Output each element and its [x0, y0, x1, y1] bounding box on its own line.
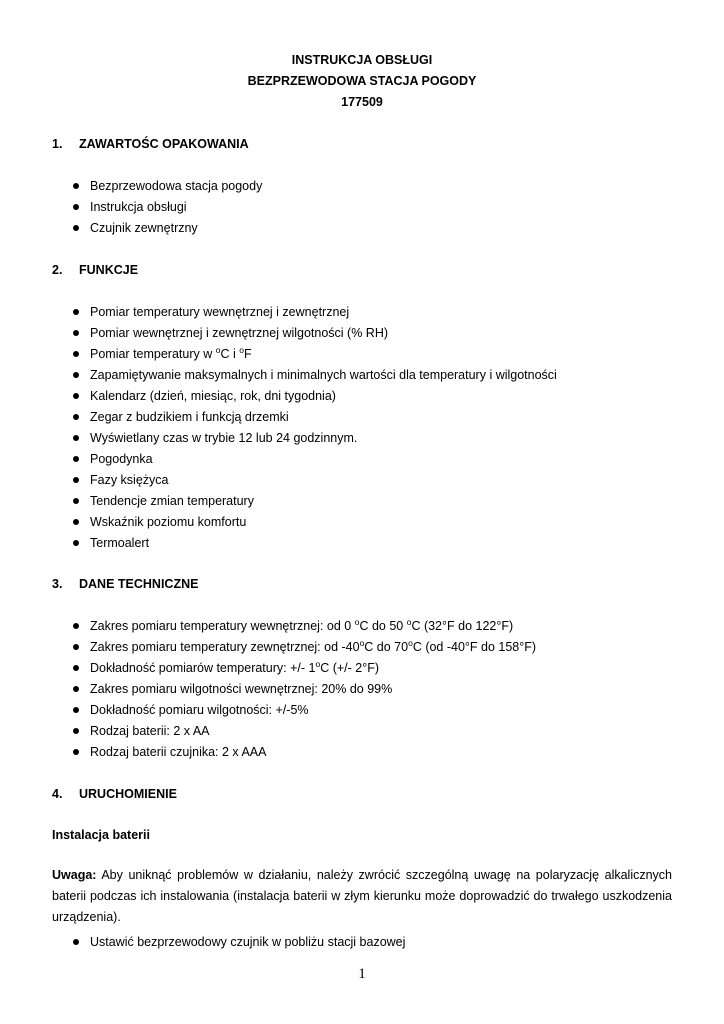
list-item: Zakres pomiaru wilgotności wewnętrznej: 20% do 99% [73, 681, 392, 697]
bullet-icon [73, 498, 79, 504]
bullet-icon [73, 644, 79, 650]
list-item: Rodzaj baterii: 2 x AA [73, 723, 210, 739]
list-item: Instrukcja obsługi [73, 199, 187, 215]
bullet-icon [73, 519, 79, 525]
list-item: Wyświetlany czas w trybie 12 lub 24 godzinnym. [73, 430, 357, 446]
bullet-icon [73, 393, 79, 399]
bullet-icon [73, 707, 79, 713]
list-item: Pomiar wewnętrznej i zewnętrznej wilgotności (% RH) [73, 325, 388, 341]
bullet-icon [73, 540, 79, 546]
bullet-icon [73, 623, 79, 629]
section-title: URUCHOMIENIE [79, 787, 177, 801]
bullet-icon [73, 414, 79, 420]
bullet-icon [73, 330, 79, 336]
section-2-heading [52, 262, 138, 278]
doc-title-line3: 177509 [341, 95, 383, 109]
list-item: Pomiar temperatury wewnętrznej i zewnętrznej [73, 304, 349, 320]
bullet-icon [73, 351, 79, 357]
bullet-icon [73, 309, 79, 315]
bullet-icon [73, 435, 79, 441]
list-item: Fazy księżyca [73, 472, 169, 488]
bullet-icon [73, 183, 79, 189]
bullet-icon [73, 686, 79, 692]
list-item: Dokładność pomiarów temperatury: +/- 1$^o$C (+/- 2°F) [73, 660, 379, 676]
bullet-icon [73, 728, 79, 734]
page-number: 1 [358, 966, 366, 982]
section-title: DANE TECHNICZNE [79, 577, 199, 591]
section-4-heading [52, 786, 177, 802]
list-item: Wskaźnik poziomu komfortu [73, 514, 246, 530]
doc-title-line2: BEZPRZEWODOWA STACJA POGODY [247, 74, 477, 88]
bullet-icon [73, 477, 79, 483]
list-item: Czujnik zewnętrzny [73, 220, 198, 236]
section-number: 2. [52, 263, 63, 277]
bullet-icon [73, 204, 79, 210]
list-item: Rodzaj baterii czujnika: 2 x AAA [73, 744, 266, 760]
bullet-icon [73, 225, 79, 231]
doc-title-line1: INSTRUKCJA OBSŁUGI [291, 53, 433, 67]
list-item: Ustawić bezprzewodowy czujnik w pobliżu stacji bazowej [73, 934, 405, 950]
list-item: Dokładność pomiaru wilgotności: +/-5% [73, 702, 309, 718]
subheading: Instalacja baterii [52, 828, 150, 842]
section-1-heading [52, 136, 249, 152]
list-item: Tendencje zmian temperatury [73, 493, 254, 509]
list-item: Kalendarz (dzień, miesiąc, rok, dni tygodnia) [73, 388, 336, 404]
section-3-heading [52, 576, 198, 592]
section-title: FUNKCJE [79, 263, 139, 277]
list-item: Zakres pomiaru temperatury wewnętrznej: od 0 $^o$C do 50 $^o$C (32°F do 122°F) [73, 618, 513, 634]
bullet-icon [73, 665, 79, 671]
list-item: Bezprzewodowa stacja pogody [73, 178, 262, 194]
section-number: 1. [52, 137, 63, 151]
list-item: Pogodynka [73, 451, 153, 467]
section-number: 3. [52, 577, 63, 591]
list-item: Pomiar temperatury w $^o$C i $^o$F [73, 346, 252, 362]
bullet-icon [73, 939, 79, 945]
bullet-icon [73, 749, 79, 755]
bullet-icon [73, 372, 79, 378]
note-text: Aby uniknąć problemów w działaniu, należy zwrócić szczególną uwagę na polaryzację alkalicznych baterii podczas ich instalowania (instalacja baterii w złym kierunku może doprowadzić do trwałego uszkodzenia urządzenia). [52, 868, 672, 924]
bullet-icon [73, 456, 79, 462]
list-item: Zakres pomiaru temperatury zewnętrznej: od -40$^o$C do 70$^o$C (od -40°F do 158°F) [73, 639, 536, 655]
note-label: Uwaga: [52, 868, 97, 882]
list-item: Zegar z budzikiem i funkcją drzemki [73, 409, 289, 425]
note-paragraph [52, 865, 672, 928]
section-number: 4. [52, 787, 63, 801]
list-item: Zapamiętywanie maksymalnych i minimalnych wartości dla temperatury i wilgotności [73, 367, 557, 383]
list-item: Termoalert [73, 535, 149, 551]
section-title: ZAWARTOŚC OPAKOWANIA [79, 137, 249, 151]
